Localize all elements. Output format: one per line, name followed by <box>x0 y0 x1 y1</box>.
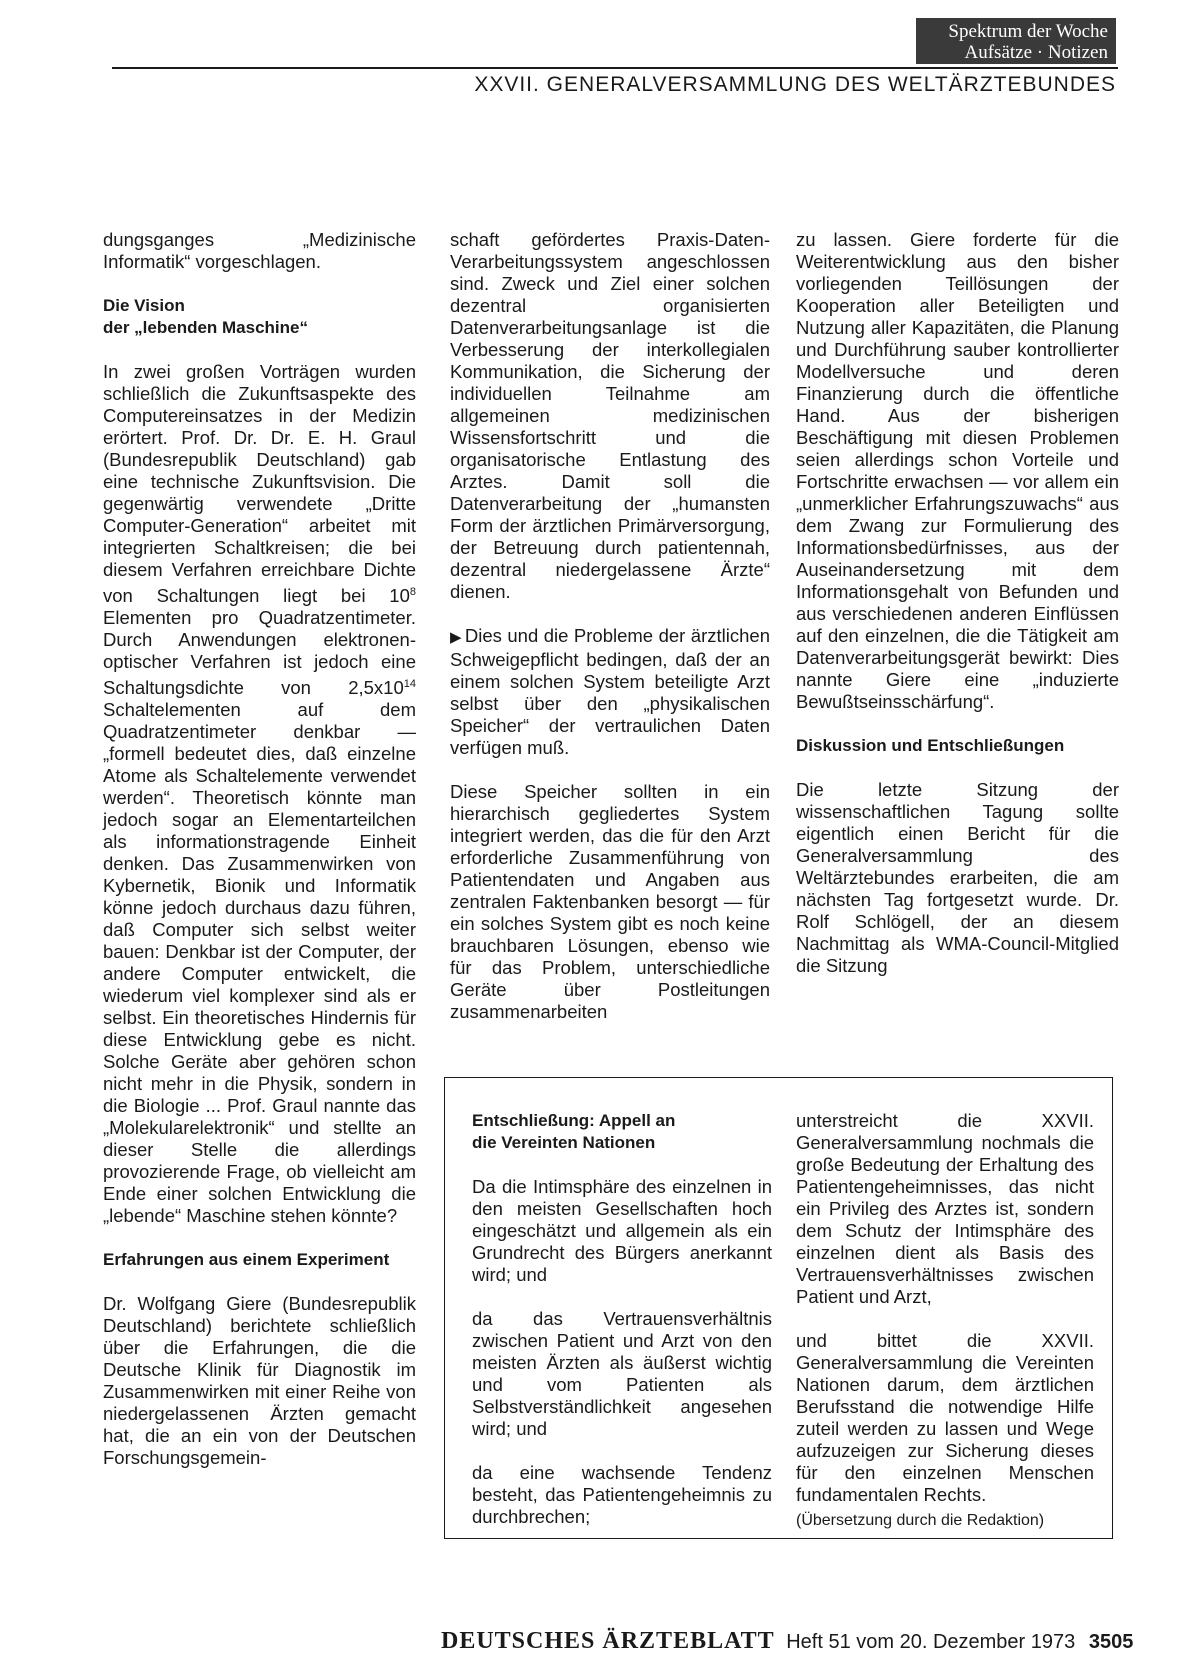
paragraph: und bittet die XXVII. Generalversammlung die Vereinten Nationen darum, dem ärztlichen Berufsstand die notwendige Hilfe zuteil werden zu lassen und Wege aufzuzeigen zur Sicherung dieses für den einzelnen Menschen fundamentalen Rechts. <box>796 1330 1094 1505</box>
paragraph: zu lassen. Giere forderte für die Weiterentwicklung aus den bisher vorliegenden Teillösungen der Kooperation aller Beteiligten und Nutzung aller Kapazitäten, die Planung und Durchführung sauber kontrollierter Modellversuche und deren Finanzierung durch die öffentliche Hand. Aus der bisherigen Beschäftigung mit diesen Problemen seien allerdings schon Vorteile und Fortschritte erwachsen — vor allem ein „unmerklicher Erfahrungszuwachs“ aus dem Zwang zur Formulierung des Informationsbedürfnisses, aus der Auseinandersetzung mit dem Informationsgehalt von Befunden und aus verschiedenen anderen Einflüssen auf den einzelnen, die die Tätigkeit am Datenverarbeitungsgerät bewirkt: Dies nannte Giere eine „induzierte Bewußtseinsschärfung“. <box>796 229 1119 712</box>
paragraph: dungsganges „Medizinische Informatik“ vorgeschlagen. <box>103 229 416 272</box>
heading-line: Die Vision <box>103 296 185 315</box>
superscript: 8 <box>409 586 416 598</box>
title-line: Entschließung: Appell an <box>472 1111 676 1130</box>
resolution-title <box>472 1110 772 1154</box>
resolution-column-1 <box>472 1110 772 1550</box>
paragraph: Diese Speicher sollten in ein hierarchisch gegliedertes System integriert werden, das die für den Arzt erforderliche Zusammenführung von Patientendaten und Angaben aus zentralen Faktenbanken besorgt — für ein solches System gibt es noch keine brauchbaren Lösungen, ebenso wie für das Problem, unterschiedliche Geräte über Postleitungen zusammenarbeiten <box>450 781 770 1022</box>
journal-name: DEUTSCHES ÄRZTEBLATT <box>441 1628 775 1654</box>
paragraph: unterstreicht die XXVII. Generalversammlung nochmals die große Bedeutung der Erhaltung des Patientengeheimnisses, das nicht ein Privileg des Arztes ist, sondern dem Schutz der Intimsphäre des einzelnen dient als Basis des Vertrauensverhältnisses zwischen Patient und Arzt, <box>796 1110 1094 1307</box>
section-label-line1: Spektrum der Woche <box>948 21 1108 42</box>
paragraph: Da die Intimsphäre des einzelnen in den meisten Gesellschaften hoch eingeschätzt und allgemein als ein Grundrecht des Bürgers anerkannt wird; und <box>472 1176 772 1285</box>
text-run: In zwei großen Vorträgen wurden schließlich die Zukunftsaspekte des Computereinsatzes in der Medizin erörtert. Prof. Dr. Dr. E. H. Graul (Bundesrepublik Deutschland) gab eine technische Zukunftsvision. Die gegenwärtig verwendete „Dritte Computer-Generation“ arbeitet mit integrierten Schaltkreisen; die bei diesem Verfahren erreichbare Dichte von Schaltungen liegt bei <box>103 361 416 607</box>
text-run: Schaltelementen auf dem Quadratzentimeter denkbar — „formell bedeutet dies, daß einzelne Atome als Schaltelemente verwendet werden“. Theoretisch könnte man jedoch sogar an Elementarteilchen als informationstragende Einheit denken. Das Zusammenwirken von Kybernetik, Bionik und Informatik könne jedoch durchaus dazu führen, daß Computer sich selbst weiter bauen: Denkbar ist der Computer, der andere Computer entwickelt, die wiederum viel komplexer sind als er selbst. Ein theoretisches Hindernis für diese Entwicklung gebe es nicht. Solche Geräte aber gehören schon nicht mehr in die Physik, sondern in die Biologie ... Prof. Graul nannte das „Molekularelektronik“ und stellte an dieser Stelle die allerdings provozierende Frage, ob vielleicht am Ende einer solchen Entwicklung die „lebende“ Maschine stehen könnte? <box>103 699 416 1227</box>
article-column-2 <box>450 229 770 1045</box>
section-heading-vision <box>103 295 416 339</box>
article-column-1 <box>103 229 416 1491</box>
issue-info: Heft 51 vom 20. Dezember 1973 <box>786 1631 1076 1653</box>
resolution-box <box>444 1077 1113 1539</box>
article-column-3 <box>796 229 1119 999</box>
text-run: Elementen pro Quadratzentimeter. Durch Anwendungen elektronen-optischer Verfahren ist jedoch eine Schaltungsdichte von <box>103 607 416 699</box>
title-line: die Vereinten Nationen <box>472 1133 656 1152</box>
heading-line: der „lebenden Maschine“ <box>103 318 308 337</box>
paragraph: da eine wachsende Tendenz besteht, das Patientengeheimnis zu durchbrechen; <box>472 1462 772 1527</box>
triangle-arrow-icon: ▶ <box>450 629 462 646</box>
section-heading-discussion: Diskussion und Entschließungen <box>796 736 1065 755</box>
paragraph: Dr. Wolfgang Giere (Bundesrepublik Deutschland) berichtete schließlich über die Erfahrungen, die die Deutsche Klinik für Diagnostik im Zusammenwirken mit einer Reihe von niedergelassenen Ärzten gemacht hat, die an ein von der Deutschen Forschungsgemein- <box>103 1293 416 1469</box>
translation-note: (Übersetzung durch die Redaktion) <box>796 1512 1045 1529</box>
header-rule <box>112 67 1118 69</box>
section-heading-experiment: Erfahrungen aus einem Experiment <box>103 1250 390 1270</box>
text-run: 10 <box>389 585 410 607</box>
running-head: XXVII. GENERALVERSAMMLUNG DES WELTÄRZTEBUNDES <box>474 73 1116 96</box>
paragraph <box>450 625 770 759</box>
text-run: 2,5x10 <box>348 677 404 699</box>
text-run: Dies und die Probleme der ärztlichen Schweigepflicht bedingen, daß der an einem solchen System beteiligte Arzt selbst über den „physikalischen Speicher“ der vertraulichen Daten verfügen muß. <box>450 625 770 758</box>
paragraph: Die letzte Sitzung der wissenschaftlichen Tagung sollte eigentlich einen Bericht für die Generalversammlung des Weltärztebundes erarbeiten, die am nächsten Tag fortgesetzt wurde. Dr. Rolf Schlögell, der an diesem Nachmittag als WMA-Council-Mitglied die Sitzung <box>796 779 1119 976</box>
section-label-line2: Aufsätze · Notizen <box>964 42 1108 63</box>
page-number: 3505 <box>1088 1631 1134 1653</box>
paragraph: da das Vertrauensverhältnis zwischen Patient und Arzt von den meisten Ärzten als äußerst wichtig und vom Patienten als Selbstverständlichkeit angesehen wird; und <box>472 1308 772 1439</box>
section-badge <box>916 18 1116 64</box>
resolution-column-2 <box>796 1110 1094 1532</box>
paragraph <box>103 361 416 1227</box>
page-footer <box>441 1628 1133 1655</box>
paragraph: schaft gefördertes Praxis-Daten-Verarbeitungssystem angeschlossen sind. Zweck und Ziel einer solchen dezentral organisierten Datenverarbeitungsanlage ist die Verbesserung der interkollegialen Kommunikation, die Sicherung der individuellen Teilnahme am allgemeinen medizinischen Wissensfortschritt und die organisatorische Entlastung des Arztes. Damit soll die Datenverarbeitung der „humansten Form der ärztlichen Primärversorgung, der Betreuung durch patientennah, dezentral niedergelassene Ärzte“ dienen. <box>450 229 770 602</box>
superscript: 14 <box>403 678 416 691</box>
